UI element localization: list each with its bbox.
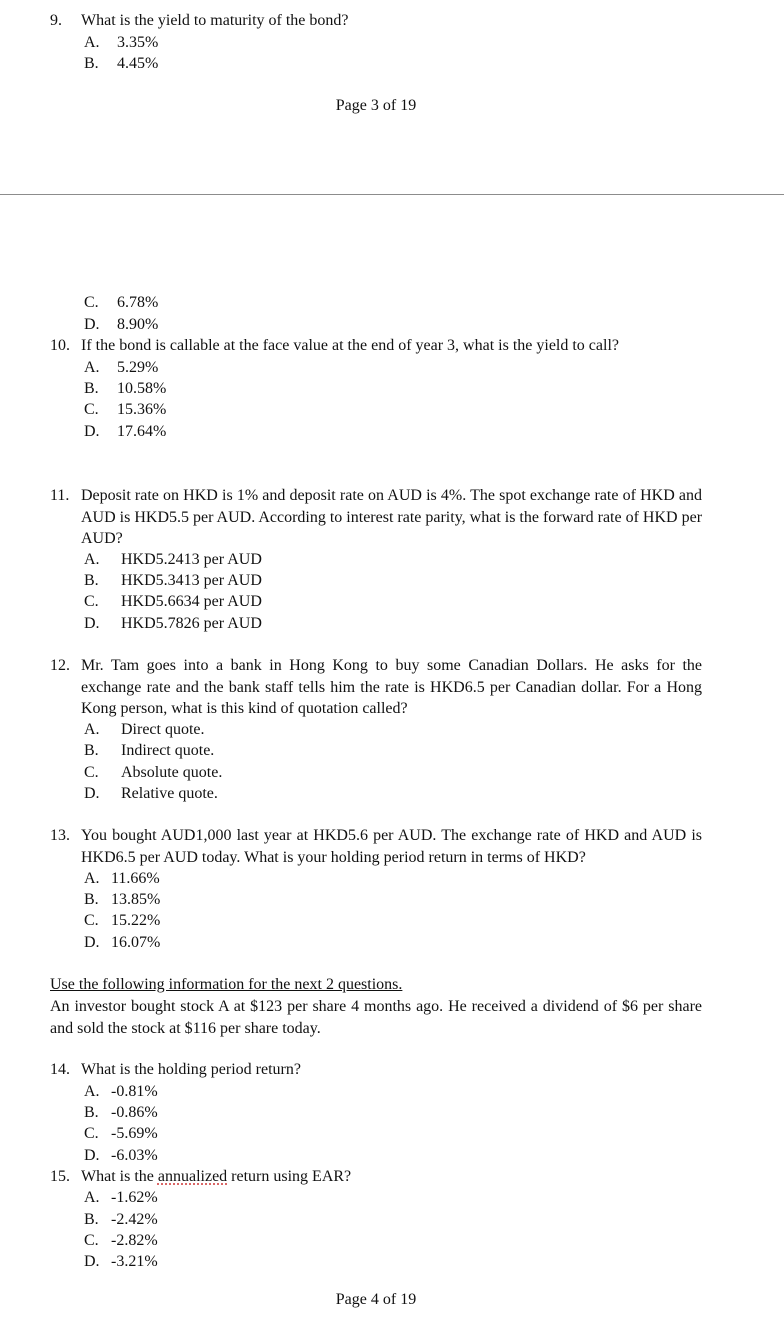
option-a: A. 11.66% <box>84 870 160 887</box>
option-c: C. -5.69% <box>84 1125 158 1142</box>
option-d: D. 17.64% <box>84 423 167 440</box>
option-c: C. HKD5.6634 per AUD <box>84 593 262 610</box>
question-number: 15. <box>50 1168 70 1185</box>
question-text: What is the holding period return? <box>81 1061 301 1078</box>
option-d: D. 8.90% <box>84 316 159 333</box>
question-text: Deposit rate on HKD is 1% and deposit rate on AUD is 4%. The spot exchange rate of HKD and AUD is HKD5.5 per AUD. According to interest rate parity, what is the forward rate of HKD per AUD? <box>81 487 703 547</box>
option-a: A. 3.35% <box>84 34 159 51</box>
question-number: 13. <box>50 827 70 844</box>
option-d: D. 16.07% <box>84 934 161 951</box>
question-text: Mr. Tam goes into a bank in Hong Kong to buy some Canadian Dollars. He asks for the exchange rate and the bank staff tells him the rate is HKD6.5 per Canadian dollar. For a Hong Kong person, what is this kind of quotation called? <box>81 657 702 717</box>
question-text: If the bond is callable at the face value at the end of year 3, what is the yield to call? <box>81 337 619 354</box>
option-a: A. Direct quote. <box>84 721 205 738</box>
question-number: 9. <box>50 12 62 29</box>
info-heading: Use the following information for the next 2 questions. <box>50 976 403 993</box>
option-d: D. -3.21% <box>84 1253 158 1270</box>
option-a: A. -0.81% <box>84 1083 158 1100</box>
question-text: You bought AUD1,000 last year at HKD5.6 per AUD. The exchange rate of HKD and AUD is HKD6.5 per AUD today. What is your holding period return in terms of HKD? <box>81 827 702 866</box>
option-b: B. -2.42% <box>84 1211 158 1228</box>
page-footer: Page 4 of 19 <box>335 1291 417 1308</box>
option-a: A. HKD5.2413 per AUD <box>84 551 262 568</box>
option-b: B. Indirect quote. <box>84 742 215 759</box>
question-number: 14. <box>50 1061 70 1078</box>
option-c: C. -2.82% <box>84 1232 158 1249</box>
info-text: An investor bought stock A at $123 per share 4 months ago. He received a dividend of $6 per share and sold the stock at $116 per share today. <box>50 998 702 1037</box>
option-b: B. HKD5.3413 per AUD <box>84 572 262 589</box>
option-a: A. -1.62% <box>84 1189 158 1206</box>
spellcheck-underlined-word: annualized <box>157 1168 228 1185</box>
question-number: 12. <box>50 657 70 674</box>
option-c: C. 15.22% <box>84 912 161 929</box>
option-d: D. HKD5.7826 per AUD <box>84 615 262 632</box>
option-c: C. 6.78% <box>84 294 159 311</box>
question-number: 11. <box>50 487 70 504</box>
option-c: C. Absolute quote. <box>84 764 223 781</box>
option-b: B. -0.86% <box>84 1104 158 1121</box>
option-c: C. 15.36% <box>84 401 167 418</box>
option-a: A. 5.29% <box>84 359 159 376</box>
page-footer: Page 3 of 19 <box>335 97 417 114</box>
option-b: B. 4.45% <box>84 55 159 72</box>
option-d: D. Relative quote. <box>84 785 218 802</box>
question-text: What is the annualized return using EAR? <box>81 1168 352 1185</box>
option-b: B. 13.85% <box>84 891 161 908</box>
option-b: B. 10.58% <box>84 380 167 397</box>
question-number: 10. <box>50 337 70 354</box>
page-divider <box>0 194 784 195</box>
option-d: D. -6.03% <box>84 1147 158 1164</box>
question-text: What is the yield to maturity of the bond? <box>81 12 349 29</box>
